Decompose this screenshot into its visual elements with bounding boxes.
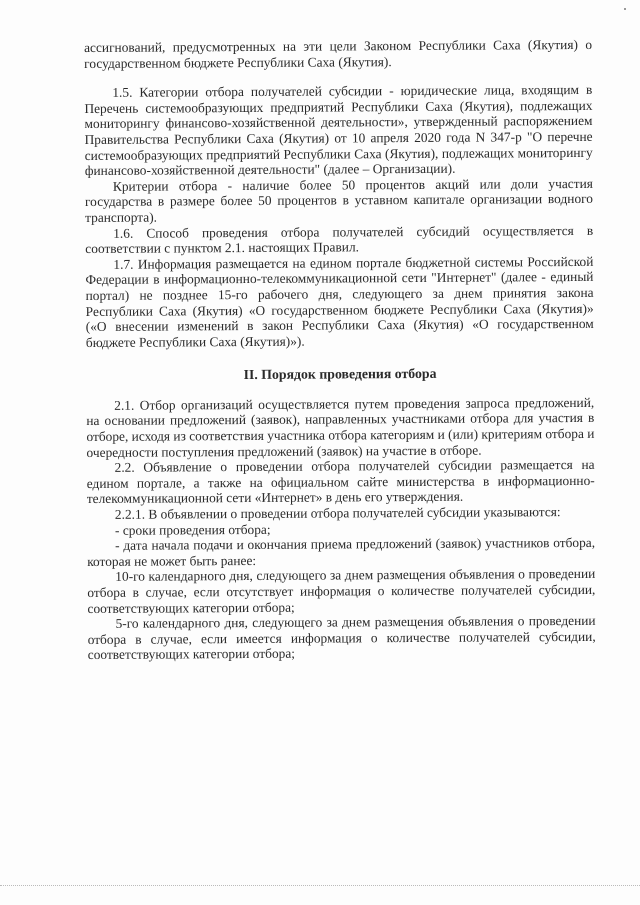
list-item-deadlines: - сроки проведения отбора; [114,521,271,538]
section-heading: II. Порядок проведения отбора [243,366,437,383]
paragraph-5th-day: 5-го календарного дня, следующего за днем размещения объявления о проведении отбора в случае, если имеется информация о количестве получателей субсидии, соответствующих категории отбора; [87,613,596,663]
paragraph-2-2: 2.2. Объявление о проведении отбора получателей субсидии размещается на едином портале, а также на официальном сайте министерства в информационно-телекоммуникационной сети «Интернет» в день его утверждения. [86,457,595,507]
paragraph-1-7: 1.7. Информация размещается на едином портале бюджетной системы Российской Федерации в информационно-телекоммуникационной сети "Интернет" (далее - единый портал) не позднее 15-го рабочего дня, следующего за днем принятия закона Республики Саха (Якутия) «О государственном бюджете Республики Саха (Якутия)» («О внесении изменений в закон Республики Саха (Якутия) «О государственном бюджете Республики Саха (Якутия)»). [85,253,594,350]
paragraph-budget-allocations: ассигнований, предусмотренных на эти цели Законом Республики Саха (Якутия) о государственном бюджете Республики Саха (Якутия). [84,36,593,71]
paragraph-2-1: 2.1. Отбор организаций осуществляется путем проведения запроса предложений, на основании предложений (заявок), направленных участниками отбора для участия в отборе, исходя из соответствия участника отбора категориям и (или) критериям отбора и очередности поступления предложений (заявок) на участие в отборе. [86,394,595,460]
scan-speck [624,8,626,10]
paragraph-1-6: 1.6. Способ проведения отбора получателей субсидий осуществляется в соответствии с пунктом 2.1. настоящих Правил. [85,222,594,257]
scan-edge-line [0,885,640,887]
document-body [84,37,596,663]
paragraph-10th-day: 10-го календарного дня, следующего за днем размещения объявления о проведении отбора в случае, если отсутствует информация о количестве получателей субсидии, соответствующих категории отбора; [87,566,596,616]
paragraph-2-2-1: 2.2.1. В объявлении о проведении отбора получателей субсидии указываются: [114,504,561,522]
paragraph-criteria: Критерии отбора - наличие более 50 процентов акций или доли участия государства в размере более 50 процентов в уставном капитале организации водного транспорта). [84,175,594,225]
list-item-dates: - дата начала подачи и окончания приема предложений (заявок) участников отбора, которая не может быть ранее: [87,535,596,569]
paragraph-1-5: 1.5. Категории отбора получателей субсидии - юридические лица, входящим в Перечень системообразующих предприятий Республики Саха (Якутия), подлежащих мониторингу финансово-хозяйственной деятельности», утвержденный распоряжением Правительства Республики Саха (Якутия) от 10 апреля 2020 года N 347-р "О перечне системообразующих предприятий Республики Саха (Якутия), подлежащих мониторингу финансово-хозяйственной деятельности" (далее – Организации). [84,82,593,179]
